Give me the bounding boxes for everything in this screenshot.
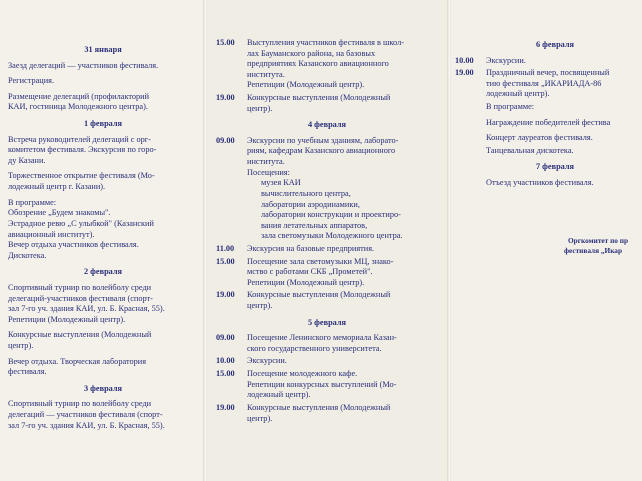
time-label: 15.00 [216, 369, 235, 379]
text-line: Награждение победителей фестива [486, 117, 611, 127]
program-column-3 [455, 34, 642, 194]
day-heading-feb1: 1 февраля [83, 119, 123, 129]
schedule-entry [216, 290, 438, 311]
text-line: Оргкомитет по пр [568, 236, 629, 245]
schedule-entry [216, 356, 438, 367]
paragraph [8, 198, 198, 262]
text-line: Репетиции (Молодежный центр). [8, 314, 126, 324]
entry-text [247, 333, 438, 354]
paragraph [455, 146, 642, 157]
text-line: центр). [8, 341, 34, 351]
fold-crease [203, 0, 207, 481]
text-line: Экскурсия на базовые предприятия. [247, 243, 375, 253]
text-line: Выступления участников фестиваля в школ- [247, 38, 404, 47]
paragraph [8, 330, 198, 351]
schedule-entry [216, 93, 438, 114]
entry-text [247, 136, 438, 242]
schedule-entry [216, 136, 438, 242]
time-label: 15.00 [216, 38, 235, 47]
text-line: Экскурсии по учебным зданиям, лаборато- [247, 135, 399, 145]
text-line: фестиваля „Икар [563, 245, 623, 255]
text-line: риям, кафедрам Казанского авиационного [247, 146, 396, 156]
text-line: В программе: [8, 197, 57, 207]
entry-text [247, 290, 438, 311]
text-line: Дискотека. [8, 250, 47, 260]
time-label: 19.00 [216, 93, 235, 103]
text-line: Посещение молодежного кафе. [247, 369, 358, 379]
text-line: В программе: [486, 102, 535, 112]
day-heading-jan31: 31 января [84, 45, 122, 54]
text-line: Конкурсные выступления (Молодежный [247, 93, 391, 103]
text-line: Спортивный турнир по волейболу среди [8, 282, 152, 292]
text-line: Конкурсные выступления (Молодежный [247, 290, 391, 300]
text-line: лаборатории конструкции и проектиро- [261, 210, 401, 220]
text-line: Посещения: [247, 167, 290, 177]
paragraph [8, 76, 198, 87]
fold-crease [447, 0, 451, 481]
day-heading-feb2: 2 февраля [83, 267, 123, 277]
schedule-entry [455, 68, 642, 100]
program-column-1 [8, 39, 198, 436]
text-line: авиационный институт). [8, 229, 95, 239]
text-line: Праздничный вечер, посвященный [486, 68, 610, 78]
text-line: лодежный центр г. Казани). [8, 182, 106, 192]
text-line: Танцевальная дискотека. [486, 145, 574, 155]
time-label: 11.00 [216, 243, 235, 253]
time-label: 10.00 [216, 356, 235, 366]
text-line: Конкурсные выступления (Молодежный [247, 402, 391, 412]
entry-text [486, 56, 642, 67]
paragraph [455, 133, 642, 144]
text-line: лаборатории аэродинамики, [261, 199, 360, 209]
paragraph [455, 102, 642, 113]
text-line: Вечер отдыха. Творческая лаборатория [8, 356, 147, 366]
text-line: мство с работами СКБ „Прометей". [247, 267, 373, 277]
schedule-entry [455, 56, 642, 67]
text-line: центр). [247, 301, 273, 311]
text-line: зал 7-го уч. здания КАИ, ул. Б. Красная, 55). [8, 304, 165, 314]
text-line: Посещение Ленинского мемориала Казан- [247, 333, 397, 343]
text-line: Обозрение „Будем знакомы". [8, 208, 111, 218]
text-line: ского государственного университета. [247, 343, 382, 353]
text-line: делегаций — участников фестиваля (спорт- [8, 410, 163, 420]
text-line: Отъезд участников фестиваля. [486, 178, 594, 188]
text-line: института. [247, 157, 285, 167]
program-panel-middle [206, 0, 450, 481]
entry-text [486, 68, 642, 100]
text-line: вычислительного центра, [261, 188, 351, 198]
text-line: зал 7-го уч. здания КАИ, ул. Б. Красная, 55). [8, 420, 165, 430]
text-line: Конкурсные выступления (Молодежный [8, 330, 152, 340]
schedule-entry [216, 403, 438, 424]
text-line: Репетиции (Молодежный центр). [247, 80, 365, 90]
text-line: Экскурсии. [247, 356, 287, 366]
time-label: 15.00 [216, 256, 235, 266]
text-line: ду Казани. [8, 155, 46, 165]
text-line: центр). [247, 413, 273, 423]
paragraph [8, 61, 198, 72]
text-line: вания летательных аппаратов, [261, 220, 368, 230]
schedule-entry [216, 369, 438, 401]
text-line: Регистрация. [8, 76, 55, 86]
text-line: Концерт лауреатов фестиваля. [486, 133, 593, 143]
paragraph [8, 399, 198, 431]
entry-text [247, 93, 438, 114]
text-line: тию фестиваля „ИКАРИАДА-86 [486, 78, 602, 88]
program-column-2 [216, 38, 438, 426]
paragraph [8, 357, 198, 378]
text-line: зала светомузыки Молодежного центра. [261, 231, 403, 241]
text-line: Спортивный турнир по волейболу среди [8, 399, 152, 409]
schedule-entry [216, 38, 438, 91]
text-line: Вечер отдыха участников фестиваля. [8, 240, 139, 250]
text-line: Экскурсии. [486, 55, 526, 65]
schedule-entry [216, 244, 438, 255]
text-line: музея КАИ [261, 178, 301, 188]
text-line: лодежный центр). [247, 390, 311, 400]
text-line: института. [247, 69, 285, 79]
entry-text [247, 403, 438, 424]
day-heading-feb6: 6 февраля [535, 40, 575, 49]
organizing-committee-signature [558, 236, 628, 256]
text-line: центр). [247, 103, 273, 113]
program-panel-right [450, 0, 642, 481]
entry-text [247, 369, 438, 401]
text-line: лах Бауманского района, на базовых [247, 48, 376, 58]
entry-text [247, 257, 438, 289]
entry-text [247, 356, 438, 367]
text-line: Репетиции (Молодежный центр). [247, 277, 365, 287]
paragraph [455, 178, 642, 189]
paragraph [8, 92, 198, 113]
schedule-entry [216, 333, 438, 354]
text-line: Заезд делегаций — участников фестиваля. [8, 60, 159, 70]
text-line: Репетиции конкурсных выступлений (Мо- [247, 379, 397, 389]
paragraph [8, 283, 198, 325]
time-label: 09.00 [216, 135, 235, 145]
time-label: 09.00 [216, 333, 235, 343]
text-line: фестиваля. [8, 367, 47, 377]
text-line: Эстрадное ревю „С улыбкой" (Казанский [8, 218, 154, 228]
entry-text [247, 244, 438, 255]
day-heading-feb5: 5 февраля [307, 317, 347, 327]
text-line: Торжественное открытие фестиваля (Мо- [8, 171, 155, 181]
time-label: 19.00 [216, 402, 235, 412]
paragraph [8, 135, 198, 167]
time-label: 19.00 [216, 290, 235, 300]
text-line: лодежный центр). [486, 89, 550, 99]
day-heading-feb4: 4 февраля [307, 120, 347, 130]
text-line: делегаций-участников фестиваля (спорт- [8, 293, 153, 303]
text-line: Размещение делегаций (профилакторий [8, 91, 150, 101]
time-label: 10.00 [455, 55, 474, 65]
text-line: Встреча руководителей делегаций с орг- [8, 134, 151, 144]
text-line: Посещение зала светомузыки МЦ, знако- [247, 256, 394, 266]
time-label: 19.00 [455, 68, 474, 78]
text-line: КАИ, гостиница Молодежного центра). [8, 102, 148, 112]
paragraph [8, 171, 198, 192]
text-line: комитетом фестиваля. Экскурсия по горо- [8, 145, 157, 155]
paragraph [455, 118, 642, 129]
entry-text [247, 38, 438, 91]
text-line: предприятиях Казанского авиационного [247, 59, 389, 69]
program-panel-left [0, 0, 206, 481]
visit-list [247, 178, 438, 242]
day-heading-feb7: 7 февраля [535, 162, 575, 172]
day-heading-feb3: 3 февраля [83, 383, 123, 393]
schedule-entry [216, 257, 438, 289]
